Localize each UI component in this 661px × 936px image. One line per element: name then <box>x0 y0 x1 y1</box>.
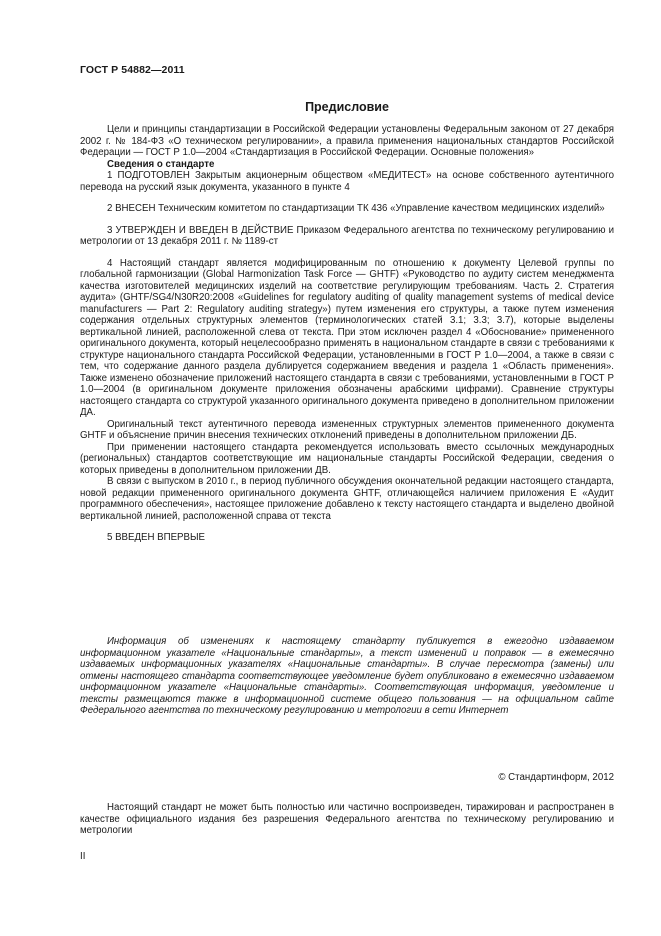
intro-paragraph: Цели и принципы стандартизации в Российской Федерации установлены Федеральным законом от 27 декабря 2002 г. № 184-ФЗ «О техническом регулировании», а правила применения национальных стандартов Российской Федерации — ГОСТ Р 1.0—2004 «Стандартизация в Российской Федерации. Основные положения» <box>80 124 614 158</box>
section-subheading: Сведения о стандарте <box>107 158 215 170</box>
item-4-paragraph-3: При применении настоящего стандарта рекомендуется использовать вместо ссылочных международных (региональных) стандартов соответствующие им национальные стандарты Российской Федерации, сведения о которых приведены в дополнительном приложении ДВ. <box>80 441 614 476</box>
item-4-paragraph-2: Оригинальный текст аутентичного перевода измененных структурных элементов примененного документа GHTF и объяснение причин внесения технических отклонений приведены в дополнительном приложении ДБ. <box>80 418 614 441</box>
item-4-paragraph-4: В связи с выпуском в 2010 г., в период публичного обсуждения окончательной редакции настоящего стандарта, новой редакции примененного оригинального документа GHTF, отличающейся наличием приложения Е «Аудит программного обеспечения», настоящее приложение добавлено к тексту настоящего стандарта и выделено двойной вертикальной линией, расположенной справа от текста <box>80 476 614 522</box>
item-3: 3 УТВЕРЖДЕН И ВВЕДЕН В ДЕЙСТВИЕ Приказом Федерального агентства по техническому регулированию и метрологии от 13 декабря 2011 г. № 1189-ст <box>80 224 614 247</box>
item-5: 5 ВВЕДЕН ВПЕРВЫЕ <box>107 532 206 543</box>
item-2: 2 ВНЕСЕН Техническим комитетом по стандартизации ТК 436 «Управление качеством медицинских изделий» <box>107 203 605 214</box>
page-number: II <box>80 851 86 862</box>
page-title: Предисловие <box>305 100 389 114</box>
item-1: 1 ПОДГОТОВЛЕН Закрытым акционерным обществом «МЕДИТЕСТ» на основе собственного аутентичного перевода на русский язык документа, указанного в пункте 4 <box>80 170 614 193</box>
info-notice: Информация об изменениях к настоящему стандарту публикуется в ежегодно издаваемом информационном указателе «Национальные стандарты», а текст изменений и поправок — в ежемесячно издаваемых информационных указателях «Национальные стандарты». В случае пересмотра (замены) или отмены настоящего стандарта соответствующее уведомление будет опубликовано в ежемесячно издаваемом информационном указателе «Национальные стандарты». Соответствующая информация, уведомление и тексты размещаются также в информационной системе общего пользования — на официальном сайте Федерального агентства по техническому регулированию и метрологии в сети Интернет <box>80 636 614 716</box>
document-code: ГОСТ Р 54882—2011 <box>80 64 185 76</box>
document-body <box>80 124 614 544</box>
item-4: 4 Настоящий стандарт является модифицированным по отношению к документу Целевой группы по глобальной гармонизации (Global Harmonization Task Force — GHTF) «Руководство по аудиту систем менеджмента качества изготовителей медицинских изделий на соответствие регулирующим требованиям. Часть 2. Стратегия аудита» (GHTF/SG4/N30R20:2008 «Guidelines for regulatory auditing of quality management systems of medical device manufacturers — Part 2: Regulatory auditing strategy») путем изменения его структуры, а также путем изменения содержания отдельных структурных элементов (терминологических статей 3.1; 3.3; 3.7), которые выделены вертикальной линией, расположенной слева от текста. При этом исключен раздел 4 «Обоснование» примененного оригинального документа, который нецелесообразно применять в национальном стандарте в связи с требованиями к структуре национального стандарта Российской Федерации, установленными в ГОСТ Р 1.0—2004, а также в связи с тем, что содержание данного раздела дублируется содержанием введения и раздела 1 «Область применения». Также изменено обозначение приложений настоящего стандарта в связи с требованиями, установленными в ГОСТ Р 1.0—2004 (в оригинальном документе приложения обозначены арабскими цифрами). Сравнение структуры настоящего стандарта со структурой указанного оригинального документа приведено в дополнительном приложении ДА. <box>80 257 614 418</box>
reproduction-notice: Настоящий стандарт не может быть полностью или частично воспроизведен, тиражирован и распространен в качестве официального издания без разрешения Федерального агентства по техническому регулированию и метрологии <box>80 802 614 836</box>
copyright-line: © Стандартинформ, 2012 <box>498 772 614 783</box>
